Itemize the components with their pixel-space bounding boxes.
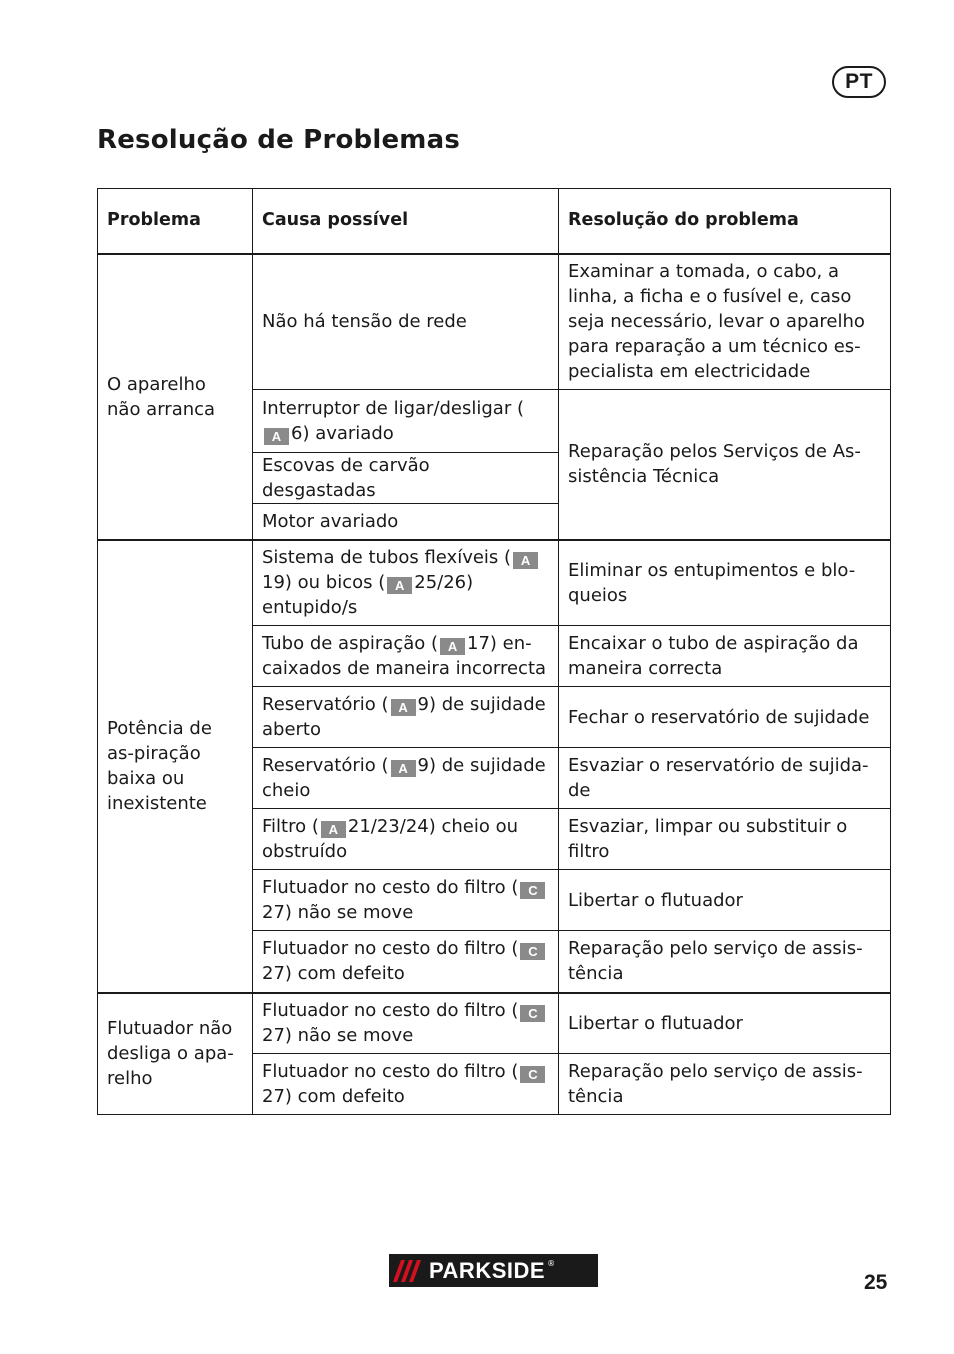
figure-ref-badge: A xyxy=(440,638,465,655)
figure-ref-badge: A xyxy=(391,699,416,716)
cause-text: 6) avariado xyxy=(291,423,394,444)
table-row xyxy=(98,254,891,390)
solution-cell: Libertar o flutuador xyxy=(559,993,891,1054)
logo-stripes xyxy=(397,1260,421,1282)
page-number: 25 xyxy=(864,1271,888,1294)
header-problem: Problema xyxy=(98,189,253,254)
problem-cell: O aparelho não arranca xyxy=(98,254,253,540)
logo-text: PARKSIDE xyxy=(429,1257,546,1283)
header-cause: Causa possível xyxy=(253,189,559,254)
cause-text: 9) de sujidade aberto xyxy=(262,694,546,740)
cause-text: 25/26) entupido/s xyxy=(262,572,474,619)
figure-ref-badge: C xyxy=(520,943,545,960)
cause-text: 17) en-caixados de maneira incorrecta xyxy=(262,633,547,679)
header-solution: Resolução do problema xyxy=(559,189,891,254)
cause-text: 27) não se move xyxy=(262,1025,414,1047)
cause-cell xyxy=(253,254,559,390)
cause-cell xyxy=(253,870,559,931)
cause-text: 9) de sujidade cheio xyxy=(262,755,546,801)
cause-text: 27) não se move xyxy=(262,902,414,923)
cause-text: 27) com defeito xyxy=(262,1086,405,1107)
cause-text: Reservatório ( xyxy=(262,694,389,715)
solution-cell: Libertar o flutuador xyxy=(559,870,891,931)
cause-text: 21/23/24) cheio ou obstruído xyxy=(262,816,518,862)
solution-cell: Esvaziar o reservatório de sujida-de xyxy=(559,748,891,809)
cause-cell xyxy=(253,626,559,687)
cause-text: Flutuador no cesto do filtro ( xyxy=(262,877,519,898)
cause-text: Escovas de carvão desgastadas xyxy=(262,455,430,501)
cause-text: Tubo de aspiração ( xyxy=(262,633,439,654)
cause-text: 27) com defeito xyxy=(262,963,405,985)
troubleshooting-table xyxy=(97,188,891,1115)
figure-ref-badge: A xyxy=(264,428,289,445)
cause-cell xyxy=(253,540,559,626)
cause-text: Flutuador no cesto do filtro ( xyxy=(262,1061,519,1082)
cause-cell xyxy=(253,687,559,748)
page-title: Resolução de Problemas xyxy=(97,125,460,155)
parkside-logo xyxy=(389,1254,598,1287)
table-row xyxy=(98,540,891,626)
cause-text: Interruptor de ligar/desligar ( xyxy=(262,398,524,419)
language-badge: PT xyxy=(832,66,886,98)
cause-cell xyxy=(253,1054,559,1115)
table-row xyxy=(98,993,891,1054)
header-row xyxy=(98,189,891,254)
problem-cell: Potência de as-piração baixa ou inexistente xyxy=(98,540,253,993)
figure-ref-badge: A xyxy=(513,552,538,569)
figure-ref-badge: C xyxy=(520,1066,545,1083)
figure-ref-badge: A xyxy=(387,577,412,594)
cause-cell xyxy=(253,809,559,870)
cause-cell xyxy=(253,993,559,1054)
cause-text: Não há tensão de rede xyxy=(262,311,467,333)
solution-cell: Encaixar o tubo de aspiração da maneira correcta xyxy=(559,626,891,687)
solution-cell: Reparação pelo serviço de assis-tência xyxy=(559,931,891,993)
solution-cell: Eliminar os entupimentos e blo-queios xyxy=(559,540,891,626)
solution-cell: Reparação pelos Serviços de As-sistência Técnica xyxy=(559,390,891,540)
figure-ref-badge: A xyxy=(391,760,416,777)
figure-ref-badge: C xyxy=(520,1005,545,1022)
cause-text: Sistema de tubos flexíveis ( xyxy=(262,547,512,569)
cause-cell xyxy=(253,504,559,540)
solution-cell: Esvaziar, limpar ou substituir o filtro xyxy=(559,809,891,870)
cause-text: Motor avariado xyxy=(262,510,399,532)
solution-cell: Reparação pelo serviço de assis-tência xyxy=(559,1054,891,1115)
cause-cell xyxy=(253,390,559,453)
solution-cell: Fechar o reservatório de sujidade xyxy=(559,687,891,748)
cause-cell xyxy=(253,453,559,504)
cause-text: Filtro ( xyxy=(262,816,319,837)
figure-ref-badge: A xyxy=(321,821,346,838)
cause-text: Flutuador no cesto do filtro ( xyxy=(262,938,519,960)
cause-text: Reservatório ( xyxy=(262,755,389,776)
table-body xyxy=(98,254,891,1115)
solution-cell: Examinar a tomada, o cabo, a linha, a ficha e o fusível e, caso seja necessário, levar o aparelho para reparação a um técnico es-pecialista em electricidade xyxy=(559,254,891,390)
figure-ref-badge: C xyxy=(520,882,545,899)
cause-cell xyxy=(253,748,559,809)
problem-cell: Flutuador não desliga o apa-relho xyxy=(98,993,253,1115)
cause-text: 19) ou bicos ( xyxy=(262,572,386,594)
registered-mark: ® xyxy=(547,1259,556,1268)
cause-text: Flutuador no cesto do filtro ( xyxy=(262,1000,519,1022)
cause-cell xyxy=(253,931,559,993)
